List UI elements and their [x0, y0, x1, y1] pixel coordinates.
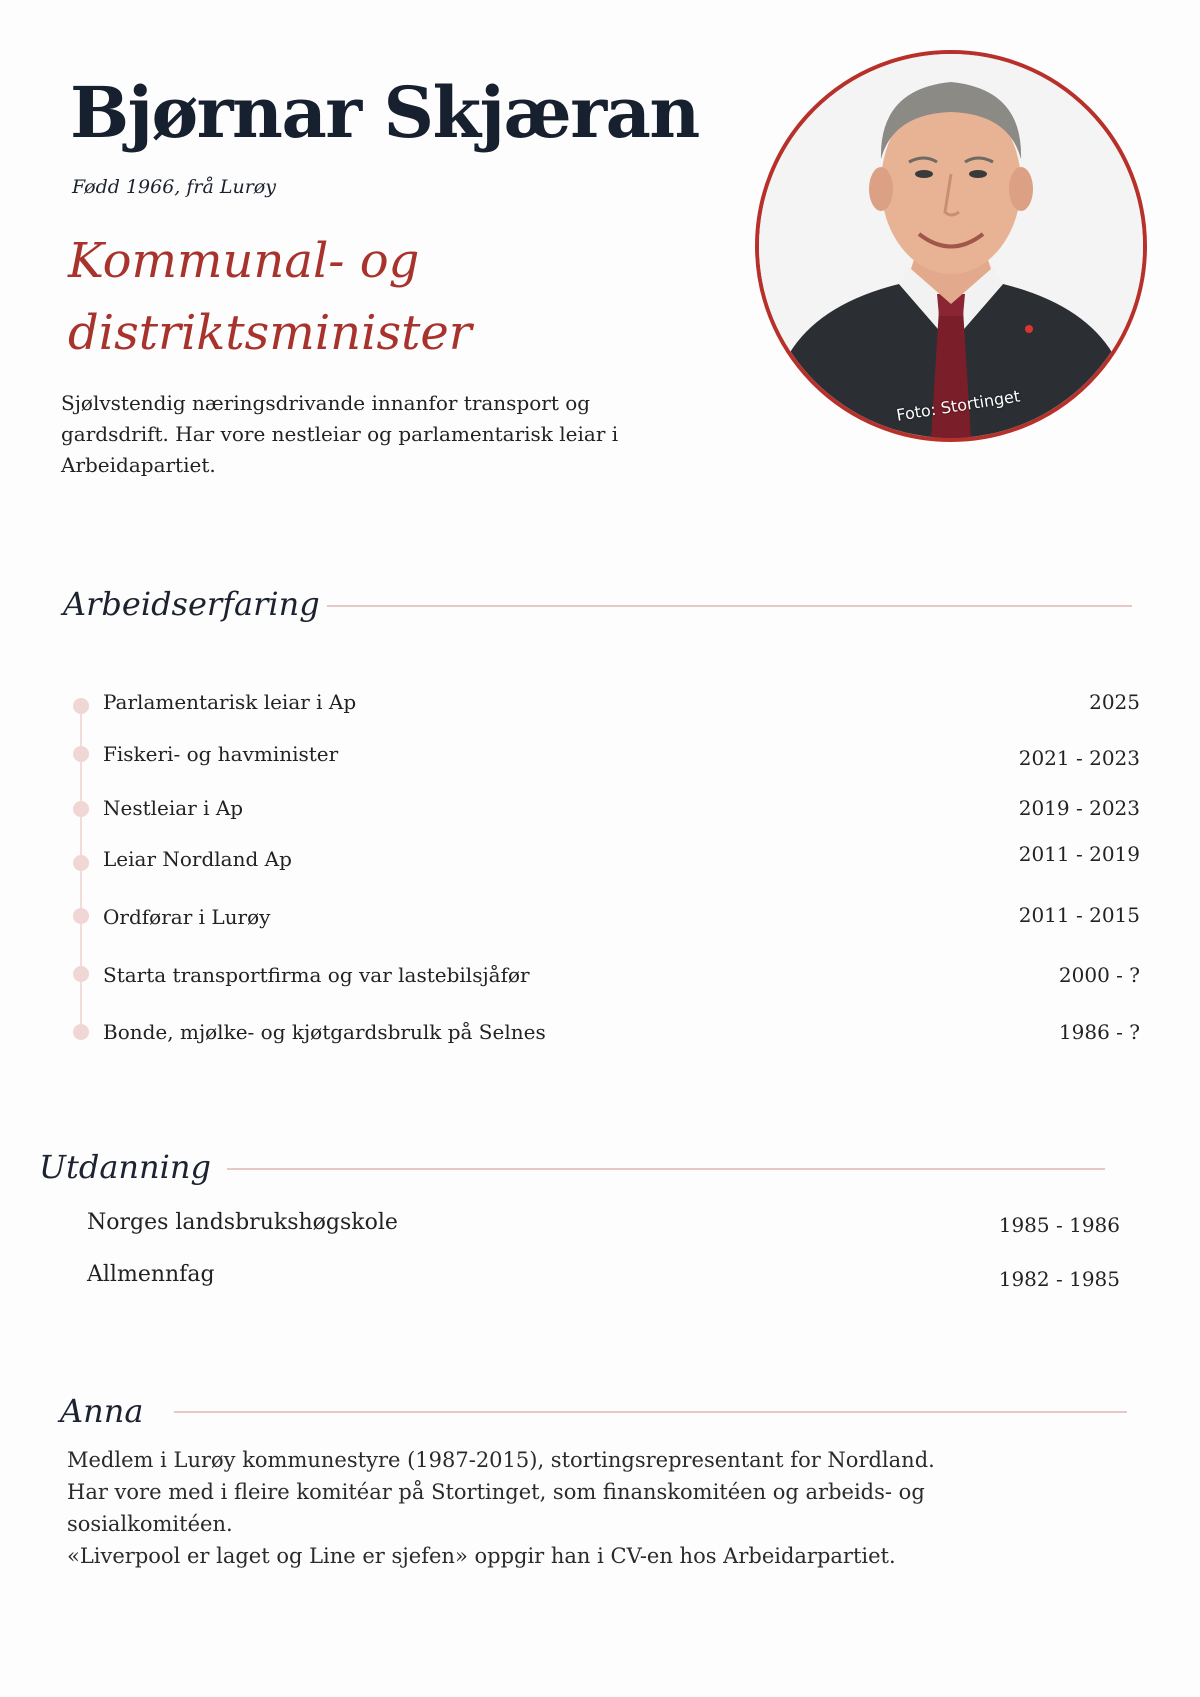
portrait-photo — [755, 50, 1147, 442]
job-item — [0, 798, 1200, 828]
education-item — [0, 1212, 1200, 1242]
job-years: 2021 - 2023 — [1018, 746, 1140, 770]
timeline-dot — [73, 746, 89, 762]
job-years: 2019 - 2023 — [1018, 796, 1140, 820]
education-title: Norges landsbrukshøgskole — [87, 1210, 398, 1235]
portrait-illustration — [759, 54, 1143, 438]
education-rule — [227, 1168, 1105, 1170]
job-title: Bonde, mjølke- og kjøtgardsbrulk på Selnes — [103, 1020, 546, 1044]
education-heading: Utdanning — [39, 1148, 211, 1186]
job-title: Parlamentarisk leiar i Ap — [103, 690, 357, 714]
timeline-dot — [73, 966, 89, 982]
timeline-dot — [73, 698, 89, 714]
role-title — [68, 225, 588, 369]
job-years: 2025 — [1089, 690, 1140, 714]
job-title: Fiskeri- og havminister — [103, 742, 339, 766]
job-years: 2000 - ? — [1058, 963, 1140, 987]
role-title-line-2: distriktsminister — [68, 305, 472, 361]
education-years: 1985 - 1986 — [998, 1213, 1120, 1237]
job-years: 2011 - 2019 — [1018, 842, 1140, 866]
role-title-line-1: Kommunal- og — [68, 233, 420, 289]
job-years: 2011 - 2015 — [1018, 903, 1140, 927]
education-title: Allmennfag — [87, 1262, 215, 1287]
other-line: sosialkomitéen. — [67, 1512, 233, 1536]
timeline-dot — [73, 801, 89, 817]
other-line: Medlem i Lurøy kommunestyre (1987-2015), stortingsrepresentant for Nordland. — [67, 1448, 935, 1472]
timeline-dot — [73, 855, 89, 871]
intro-paragraph: Sjølvstendig næringsdrivande innanfor transport og gardsdrift. Har vore nestleiar og parlamentarisk leiar i Arbeidapartiet. — [61, 391, 619, 477]
other-heading: Anna — [60, 1392, 144, 1430]
timeline-dot — [73, 1024, 89, 1040]
job-title: Nestleiar i Ap — [103, 796, 244, 820]
experience-rule — [327, 605, 1132, 607]
birth-info: Fødd 1966, frå Lurøy — [72, 176, 276, 198]
other-line: Har vore med i fleire komitéar på Stortinget, som finanskomitéen og arbeids- og — [67, 1480, 925, 1504]
person-name: Bjørnar Skjæran — [70, 71, 699, 154]
job-item — [0, 1022, 1200, 1052]
timeline-dot — [73, 908, 89, 924]
experience-heading: Arbeidserfaring — [63, 585, 320, 623]
job-years: 1986 - ? — [1058, 1020, 1140, 1044]
job-title: Ordførar i Lurøy — [103, 905, 271, 929]
photo-credit: Foto: Stortinget — [895, 386, 1022, 425]
education-item — [0, 1264, 1200, 1294]
other-rule — [174, 1411, 1127, 1413]
other-paragraph — [67, 1444, 967, 1572]
job-item — [0, 965, 1200, 995]
job-item — [0, 692, 1200, 722]
job-item — [0, 744, 1200, 774]
job-title: Leiar Nordland Ap — [103, 847, 292, 871]
other-line: «Liverpool er laget og Line er sjefen» oppgir han i CV-en hos Arbeidarpartiet. — [67, 1544, 896, 1568]
job-item — [0, 903, 1200, 937]
education-years: 1982 - 1985 — [998, 1267, 1120, 1291]
job-title: Starta transportfirma og var lastebilsjåfør — [103, 963, 530, 987]
job-item — [0, 842, 1200, 879]
